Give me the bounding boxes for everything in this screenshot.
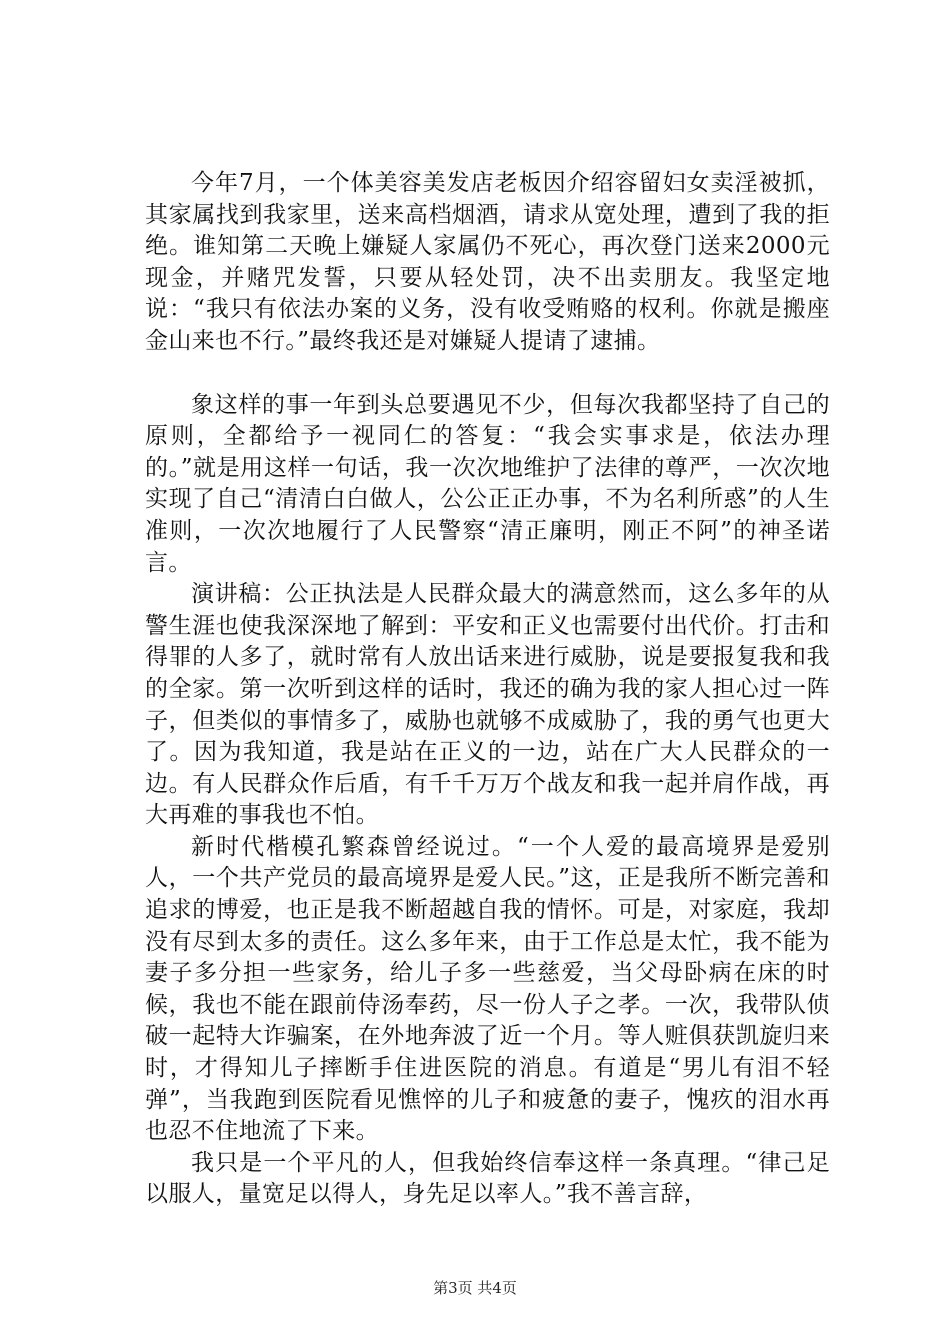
paragraph-spacer [145, 358, 830, 390]
paragraph-threats: 演讲稿：公正执法是人民群众最大的满意然而，这么多年的从警生涯也使我深深地了解到：平安和正义也需要付出代价。打击和得罪的人多了，就时常有人放出话来进行威胁，说是要报复我和我的全家。第一次听到这样的话时，我还的确为我的家人担心过一阵子，但类似的事情多了，威胁也就够不成威胁了，我的勇气也更大了。因为我知道，我是站在正义的一边，站在广大人民群众的一边。有人民群众作后盾，有千千万万个战友和我一起并肩作战，再大再难的事我也不怕。 [145, 581, 830, 829]
paragraph-truth: 我只是一个平凡的人，但我始终信奉这样一条真理。“律己足以服人，量宽足以得人，身先足以率人。”我不善言辞， [145, 1149, 830, 1208]
document-body [145, 168, 830, 1211]
paragraph-bribery-refusal: 今年7月，一个体美容美发店老板因介绍容留妇女卖淫被抓，其家属找到我家里，送来高档烟酒，请求从宽处理，遭到了我的拒绝。谁知第二天晚上嫌疑人家属仍不死心，再次登门送来2000元现金，并赌咒发誓，只要从轻处罚，决不出卖朋友。我坚定地说：“我只有依法办案的义务，没有收受贿赂的权利。你就是搬座金山来也不行。”最终我还是对嫌疑人提请了逮捕。 [145, 170, 830, 354]
page-number-footer: 第3页 共4页 [433, 1279, 517, 1297]
paragraph-principles: 象这样的事一年到头总要遇见不少，但每次我都坚持了自己的原则，全都给予一视同仁的答复：“我会实事求是，依法办理的。”就是用这样一句话，我一次次地维护了法律的尊严，一次次地实现了自己“清清白白做人，公公正正办事，不为名利所惑”的人生准则，一次次地履行了人民警察“清正廉明，刚正不阿”的神圣诺言。 [145, 391, 830, 576]
paragraph-family: 新时代楷模孔繁森曾经说过。“一个人爱的最高境界是爱别人，一个共产党员的最高境界是爱人民。”这，正是我所不断完善和追求的博爱，也正是我不断超越自我的情怀。可是，对家庭，我却没有尽到太多的责任。这么多年来，由于工作总是太忙，我不能为妻子多分担一些家务，给儿子多一些慈爱，当父母卧病在床的时候，我也不能在跟前侍汤奉药，尽一份人子之孝。一次，我带队侦破一起特大诈骗案，在外地奔波了近一个月。等人赃俱获凯旋归来时，才得知儿子摔断手住进医院的消息。有道是“男儿有泪不轻弹”，当我跑到医院看见憔悴的儿子和疲惫的妻子，愧疚的泪水再也忍不住地流了下来。 [145, 833, 830, 1145]
